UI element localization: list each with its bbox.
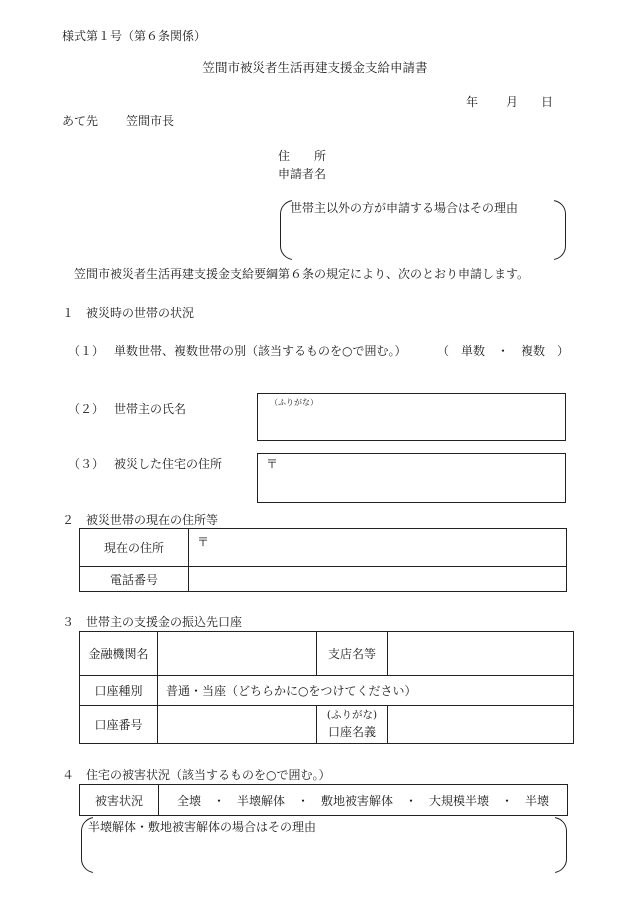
bank-name-field[interactable]	[158, 632, 317, 676]
account-holder-furigana: (ふりがな)	[326, 708, 378, 721]
addressee-label: あて先	[62, 114, 99, 128]
section2-heading: ２ 被災世帯の現在の住所等	[62, 513, 219, 527]
table-row	[80, 632, 574, 676]
account-type-field[interactable]: 普通・当座（どちらかに○をつけてください）	[158, 676, 574, 706]
table-row	[80, 567, 567, 592]
addressee-name: 笠間市長	[126, 114, 175, 128]
damage-status-table	[79, 784, 568, 816]
applicant-name-label: 申請者名	[278, 167, 327, 181]
page-title: 笠間市被災者生活再建支援金支給申請書	[202, 60, 428, 75]
damage-status-options[interactable]: 全壊 ・ 半壊解体 ・ 敷地被害解体 ・ 大規模半壊 ・ 半壊	[159, 785, 568, 816]
intro-text: 笠間市被災者生活再建支援金支給要綱第６条の規定により、次のとおり申請します。	[74, 267, 530, 281]
section1-heading: １ 被災時の世帯の状況	[62, 306, 195, 320]
current-address-table	[79, 528, 567, 592]
account-holder-field[interactable]	[388, 706, 574, 744]
current-address-label: 現在の住所	[80, 529, 189, 567]
account-holder-label-cell	[317, 706, 388, 744]
date-month: 月	[506, 95, 519, 109]
table-row	[80, 785, 568, 816]
section4-heading: ４ 住宅の被害状況（該当するものを○で囲む。）	[62, 768, 331, 782]
section3-heading: ３ 世帯主の支援金の振込先口座	[62, 615, 243, 629]
section1-item2-number: （２）	[68, 402, 105, 416]
applicant-address-label: 住 所	[278, 149, 327, 163]
date-year: 年	[466, 95, 479, 109]
postal-mark: 〒	[266, 457, 279, 471]
bank-name-label: 金融機関名	[80, 632, 158, 676]
damage-status-label: 被害状況	[80, 785, 159, 816]
date-day: 日	[541, 95, 554, 109]
household-type-choices[interactable]: （ 単数 ・ 複数 ）	[437, 344, 570, 358]
account-number-field[interactable]	[158, 706, 317, 744]
section1-item1-label: 単数世帯、複数世帯の別（該当するものを○で囲む。）	[114, 344, 407, 358]
current-address-field[interactable]	[189, 529, 567, 567]
head-of-household-name-field[interactable]	[257, 393, 566, 441]
section1-item3-number: （３）	[68, 457, 105, 471]
table-row	[80, 529, 567, 567]
table-row	[80, 676, 574, 706]
branch-field[interactable]	[388, 632, 574, 676]
account-type-label: 口座種別	[80, 676, 158, 706]
branch-label: 支店名等	[317, 632, 388, 676]
account-number-label: 口座番号	[80, 706, 158, 744]
bank-account-table	[79, 631, 574, 744]
section1-item3-label: 被災した住宅の住所	[114, 457, 223, 471]
account-holder-label: 口座名義	[327, 725, 376, 740]
section1-item2-label: 世帯主の氏名	[114, 402, 187, 416]
applicant-reason-label: 世帯主以外の方が申請する場合はその理由	[290, 201, 519, 215]
damaged-house-address-field[interactable]	[257, 453, 566, 503]
form-number: 様式第１号（第６条関係）	[62, 29, 207, 43]
postal-mark: 〒	[197, 535, 210, 549]
table-row	[80, 706, 574, 744]
section1-item1-number: （１）	[68, 344, 105, 358]
phone-field[interactable]	[189, 567, 567, 592]
phone-label: 電話番号	[80, 567, 189, 592]
furigana-label: （ふりがな）	[270, 398, 318, 407]
damage-reason-label: 半壊解体・敷地被害解体の場合はその理由	[88, 820, 317, 834]
